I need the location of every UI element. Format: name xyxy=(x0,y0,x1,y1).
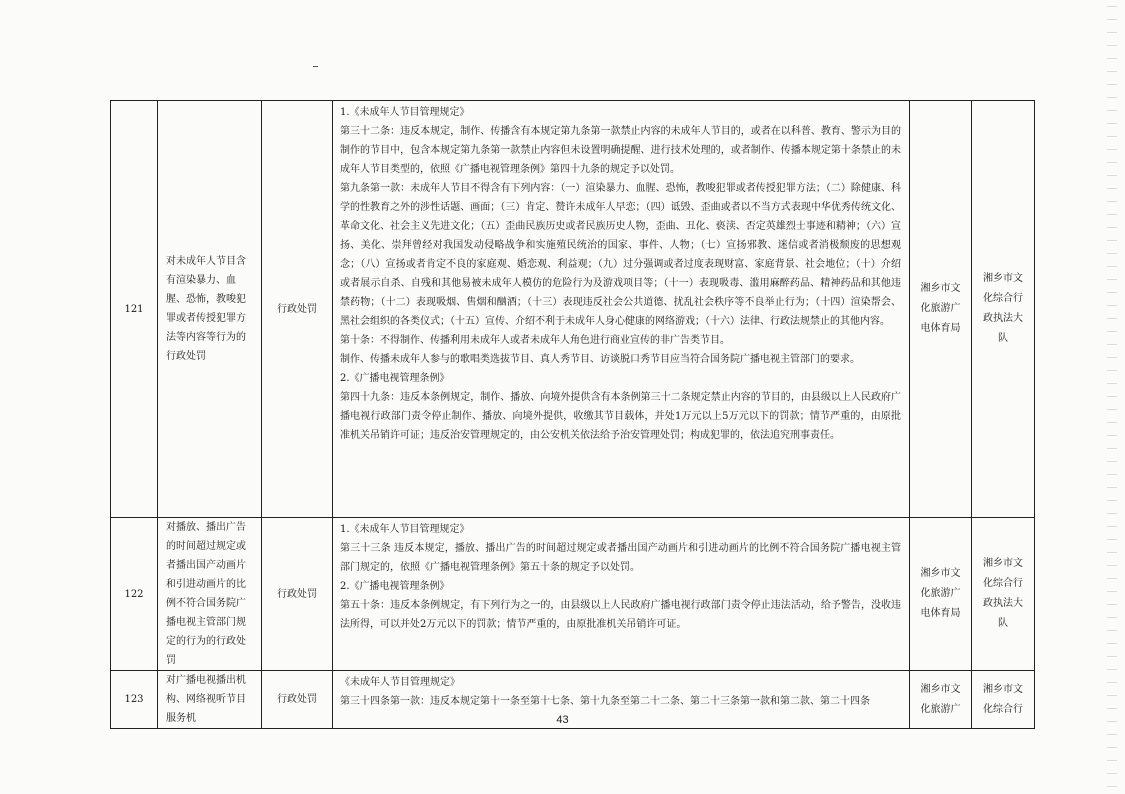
item-name: 对广播电视播出机构、网络视听节目服务机 xyxy=(158,671,262,729)
item-category: 行政处罚 xyxy=(262,518,333,671)
basis-paragraph: 第三十四条第一款：违反本规定第十一条至第十七条、第十九条至第二十二条、第二十三条第一款和第二款、第二十四条 xyxy=(340,696,870,707)
penalty-table xyxy=(110,100,1035,729)
enforcement-agency: 湘乡市文化综合行 xyxy=(972,671,1035,729)
item-name: 对未成年人节目含有渲染暴力、血腥、恐怖，教唆犯罪或者传授犯罪方法等内容等行为的行政处罚 xyxy=(158,101,262,518)
basis-paragraph: 《未成年人节目管理规定》 xyxy=(340,677,460,688)
scan-speck xyxy=(313,66,318,67)
row-number: 123 xyxy=(111,671,158,729)
basis-paragraph: 第五十条：违反本条例规定，有下列行为之一的，由县级以上人民政府广播电视行政部门责令停止违法活动，给予警告，没收违法所得，可以并处2万元以下的罚款；情节严重的，由原批准机关吊销许可证。 xyxy=(340,600,901,630)
page-number: 43 xyxy=(556,714,569,726)
basis-paragraph: 第十条：不得制作、传播利用未成年人或者未成年人角色进行商业宣传的非广告类节目。 xyxy=(340,335,730,346)
row-number: 122 xyxy=(111,518,158,671)
basis-paragraph: 第四十九条：违反本条例规定，制作、播放、向境外提供含有本条例第三十二条规定禁止内容的节目的，由县级以上人民政府广播电视行政部门责令停止制作、播放、向境外提供，收缴其节目载体，并处1万元以上5万元以下的罚款；情节严重的，由原批准机关吊销许可证；违反治安管理规定的，由公安机关依法给予治安管理处罚；构成犯罪的，依法追究刑事责任。 xyxy=(340,392,901,441)
basis-paragraph: 制作、传播未成年人参与的歌唱类选拔节目、真人秀节目、访谈脱口秀节目应当符合国务院广播电视主管部门的要求。 xyxy=(340,354,860,365)
legal-basis xyxy=(333,101,910,518)
enforcement-agency: 湘乡市文化综合行政执法大队 xyxy=(972,518,1035,671)
responsible-department: 湘乡市文化旅游广 xyxy=(910,671,972,729)
basis-paragraph: 第九条第一款：未成年人节目不得含有下列内容：（一）渲染暴力、血腥、恐怖，教唆犯罪或者传授犯罪方法；（二）除健康、科学的性教育之外的涉性话题、画面；（三）肯定、赞许未成年人早恋；（四）诋毁、歪曲或者以不当方式表现中华优秀传统文化、革命文化、社会主义先进文化；（五）歪曲民族历史或者民族历史人物，歪曲、丑化、亵渎、否定英雄烈士事迹和精神；（六）宣扬、美化、崇拜曾经对我国发动侵略战争和实施殖民统治的国家、事件、人物；（七）宣扬邪教、迷信或者消极颓废的思想观念；（八）宣扬或者肯定不良的家庭观、婚恋观、利益观；（九）过分强调或者过度表现财富、家庭背景、社会地位；（十）介绍或者展示自杀、自残和其他易被未成年人模仿的危险行为及游戏项目等；（十一）表现吸毒、滥用麻醉药品、精神药品和其他违禁药物；（十二）表现吸烟、售烟和酗酒；（十三）表现违反社会公共道德、扰乱社会秩序等不良举止行为；（十四）渲染帮会、黑社会组织的各类仪式；（十五）宣传、介绍不利于未成年人身心健康的网络游戏；（十六）法律、行政法规禁止的其他内容。 xyxy=(340,183,901,327)
item-category: 行政处罚 xyxy=(262,671,333,729)
responsible-department: 湘乡市文化旅游广电体育局 xyxy=(910,518,972,671)
row-number: 121 xyxy=(111,101,158,518)
item-category: 行政处罚 xyxy=(262,101,333,518)
legal-basis xyxy=(333,518,910,671)
item-name: 对播放、播出广告的时间超过规定或者播出国产动画片和引进动画片的比例不符合国务院广播电视主管部门规定的行为的行政处罚 xyxy=(158,518,262,671)
scan-edge-artifact xyxy=(1107,0,1117,794)
table-row xyxy=(111,101,1035,518)
enforcement-agency: 湘乡市文化综合行政执法大队 xyxy=(972,101,1035,518)
basis-paragraph: 第三十二条：违反本规定，制作、传播含有本规定第九条第一款禁止内容的未成年人节目的，或者在以科普、教育、警示为目的制作的节目中，包含本规定第九条第一款禁止内容但未设置明确提醒、进行技术处理的，或者制作、传播本规定第十条禁止的未成年人节目类型的，依照《广播电视管理条例》第四十九条的规定予以处罚。 xyxy=(340,126,901,175)
basis-paragraph: 2.《广播电视管理条例》 xyxy=(340,581,450,592)
basis-paragraph: 2.《广播电视管理条例》 xyxy=(340,373,450,384)
table-row xyxy=(111,518,1035,671)
basis-paragraph: 第三十三条 违反本规定，播放、播出广告的时间超过规定或者播出国产动画片和引进动画片的比例不符合国务院广播电视主管部门规定的，依照《广播电视管理条例》第五十条的规定予以处罚。 xyxy=(340,543,901,573)
responsible-department: 湘乡市文化旅游广电体育局 xyxy=(910,101,972,518)
basis-paragraph: 1.《未成年人节目管理规定》 xyxy=(340,524,470,535)
basis-paragraph: 1.《未成年人节目管理规定》 xyxy=(340,107,470,118)
